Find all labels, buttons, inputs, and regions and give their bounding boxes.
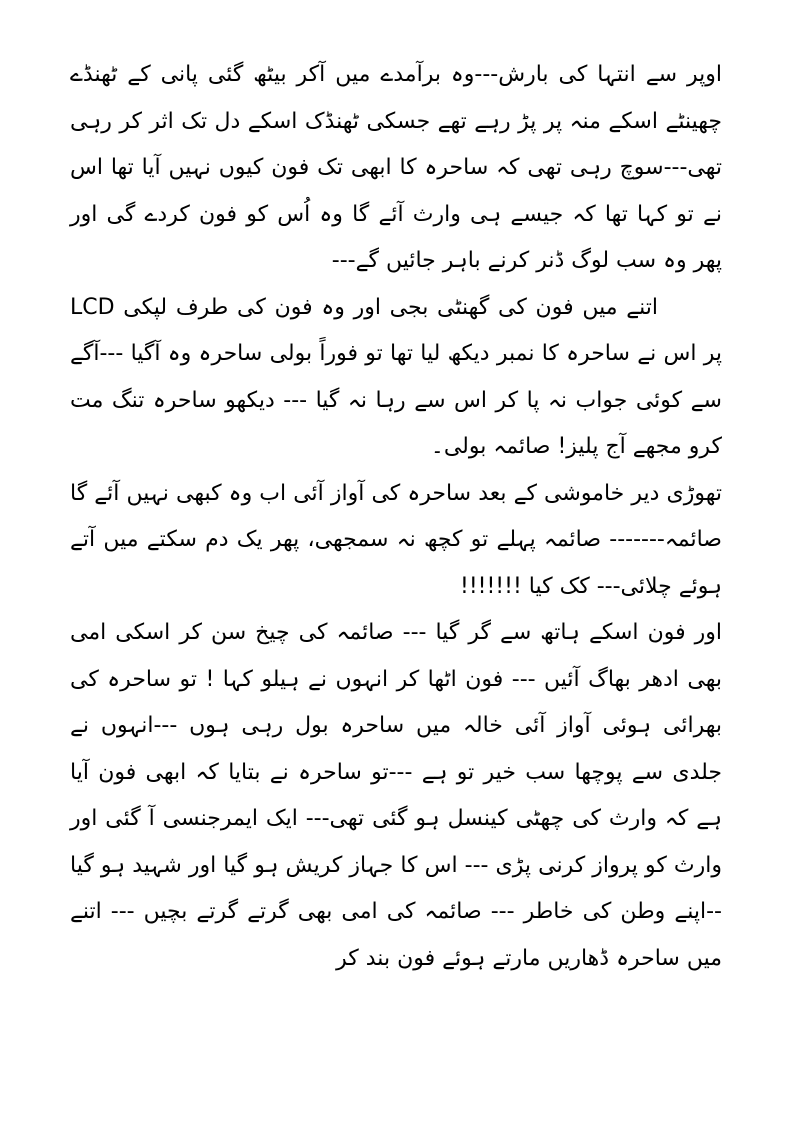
paragraph-3: تھوڑی دیر خاموشی کے بعد ساحرہ کی آواز آئی اب وہ کبھی نہیں آئے گا صائمہ------- صائمہ پہلے تو کچھ نہ سمجھی، پھر یک دم سکتے میں آتے ہوئے چلائی--- کک کیا !!!!!!!: [70, 480, 722, 599]
urdu-story-text: [70, 52, 722, 982]
paragraph-4: اور فون اسکے ہاتھ سے گر گیا --- صائمہ کی چیخ سن کر اسکی امی بھی ادھر بھاگ آئیں --- فون اٹھا کر انہوں نے ہیلو کہا ! تو ساحرہ کی بھرائی ہوئی آواز آئی خالہ میں ساحرہ بول رہی ہوں ---انہوں نے جلدی سے پوچھا سب خیر تو ہے ---تو ساحرہ نے بتایا کہ ابھی فون آیا ہے کہ وارث کی چھٹی کینسل ہو گئی تھی--- ایک ایمرجنسی آ گئی اور وارث کو پرواز کرنی پڑی --- اس کا جہاز کریش ہو گیا اور شہید ہو گیا --اپنے وطن کی خاطر --- صائمہ کی امی بھی گرتے گرتے بچیں --- اتنے میں ساحرہ ڈھاریں مارتے ہوئے فون بند کر: [70, 620, 722, 971]
paragraph-2: اتنے میں فون کی گھنٹی بجی اور وہ فون کی طرف لپکی LCD پر اس نے ساحرہ کا نمبر دیکھ لیا تھا تو فوراً بولی ساحرہ وہ آگیا ---آگے سے کوئی جواب نہ پا کر اس سے رہا نہ گیا --- دیکھو ساحرہ تنگ مت کرو مجھے آج پلیز! صائمہ بولی۔: [70, 294, 722, 459]
paragraph-1: اوپر سے انتہا کی بارش---وہ برآمدے میں آکر بیٹھ گئی پانی کے ٹھنڈے چھینٹے اسکے منہ پر پڑ رہے تھے جسکی ٹھنڈک اسکے دل تک اثر کر رہی تھی---سوچ رہی تھی کہ ساحرہ کا ابھی تک فون کیوں نہیں آیا تھا اس نے تو کہا تھا کہ جیسے ہی وارث آئے گا وہ اُس کو فون کردے گی اور پھر وہ سب لوگ ڈنر کرنے باہر جائیں گے---: [70, 62, 722, 273]
